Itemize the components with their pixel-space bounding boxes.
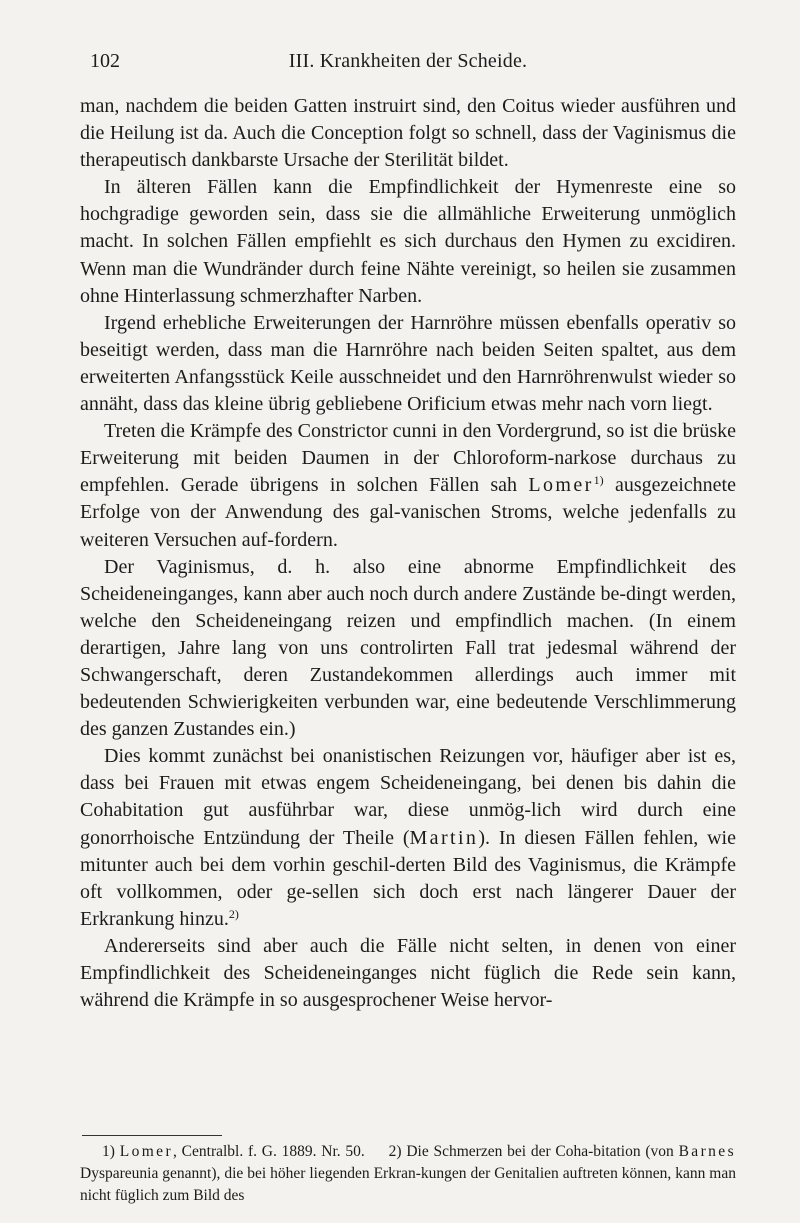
footnote-marker[interactable]: 1) [593, 473, 604, 488]
footnote-marker[interactable]: 2) [228, 906, 239, 921]
paragraph-text: Andererseits sind aber auch die Fälle nicht selten, in denen von einer Empfindlichkeit des Scheideneinganges nicht füglich die Rede sein kann, während die Krämpfe in so ausgesprochener Weise hervor- [80, 934, 736, 1012]
footnote-line [80, 1141, 736, 1207]
author-name: Martin [409, 826, 479, 849]
footnote-text: Die Schmerzen bei der Coha-bitation (von [406, 1143, 679, 1160]
paragraph-text: Treten die Krämpfe des Constrictor cunni in den Vordergrund, so ist die brüske Erweiterung mit beiden Daumen in der Chloroform-narkose durchaus zu empfehlen. Gerade übrigens in solchen Fällen sah [80, 420, 736, 497]
page-number: 102 [90, 50, 120, 72]
paragraph-continuation [80, 93, 736, 174]
page-body [80, 93, 736, 1014]
footnote-rule [82, 1135, 222, 1136]
author-name: Barnes [678, 1143, 737, 1160]
paragraph-text: Irgend erhebliche Erweiterungen der Harnröhre müssen ebenfalls operativ so beseitigt werden, dass man die Harnröhre nach beiden Seiten spaltet, aus dem erweiterten Anfangsstück Keile ausschneidet und den Harnröhrenwulst wieder so annäht, dass das kleine übrig gebliebene Orificium etwas mehr nach vorn liegt. [80, 311, 736, 416]
footnotes [80, 1141, 736, 1207]
book-page [80, 50, 737, 1204]
paragraph-text: Dies kommt zunächst bei onanistischen Reizungen vor, häufiger aber ist es, dass bei Frauen mit etwas engem Scheideneingang, bei denen bis dahin die Cohabitation gut ausführbar war, diese unmög-lich wird durch eine gonorrhoische Entzündung der Theile ( [80, 745, 736, 849]
paragraph-constrictor [80, 418, 736, 553]
footnote-text: Dyspareunia genannt), die bei höher liegenden Erkran-kungen der Genitalien auftreten können, kann man nicht füglich zum Bild des [80, 1165, 736, 1204]
page-header [80, 50, 736, 84]
paragraph-text: ). In diesen Fällen fehlen, wie mitunter auch bei dem vorhin geschil-derten Bild des Vaginismus, die Krämpfe oft vollkommen, oder ge-sellen sich doch erst nach längerer Dauer der Erkrankung hinzu. [80, 826, 736, 930]
paragraph-text: ausgezeichnete Erfolge von der Anwendung des gal-vanischen Stroms, welche jedenfalls zu weiteren Versuchen auf-fordern. [80, 474, 736, 551]
paragraph-text: Der Vaginismus, d. h. also eine abnorme Empfindlichkeit des Scheideneinganges, kann aber auch noch durch andere Zustände be-dingt werden, welche den Scheideneingang reizen und empfindlich machen. (In einem derartigen, Jahre lang von uns controlirten Fall trat jedesmal während der Schwangerschaft, deren Zustandekommen allerdings auch immer mit bedeutenden Schwierigkeiten verbunden war, eine bedeutende Verschlimmerung des ganzen Zustandes ein.) [80, 555, 736, 741]
footnote-number: 1) [102, 1143, 115, 1160]
paragraph-vaginismus [80, 554, 736, 744]
paragraph-andererseits [80, 933, 736, 1014]
paragraph-text: In älteren Fällen kann die Empfindlichkeit der Hymenreste eine so hochgradige geworden sein, dass sie die allmähliche Erweiterung unmöglich macht. In solchen Fällen empfiehlt es sich durchaus den Hymen zu excidiren. Wenn man die Wundränder durch feine Nähte vereinigt, so heilen sie zusammen ohne Hinterlassung schmerzhafter Narben. [80, 176, 736, 307]
paragraph-onanistisch [80, 743, 736, 933]
author-name: Lomer [528, 474, 594, 497]
paragraph-harnroehre [80, 310, 736, 418]
running-title: III. Krankheiten der Scheide. [288, 50, 528, 72]
author-name: Lomer [119, 1143, 174, 1160]
paragraph-text: man, nachdem die beiden Gatten instruirt sind, den Coitus wieder ausführen und die Heilung ist da. Auch die Conception folgt so schnell, dass der Vaginismus die therapeutisch dankbarste Ursache der Sterilität bildet. [80, 95, 736, 172]
paragraph-hymen [80, 174, 736, 309]
footnote-text: , Centralbl. f. G. 1889. Nr. 50. [173, 1143, 365, 1160]
footnote-number: 2) [388, 1143, 402, 1160]
